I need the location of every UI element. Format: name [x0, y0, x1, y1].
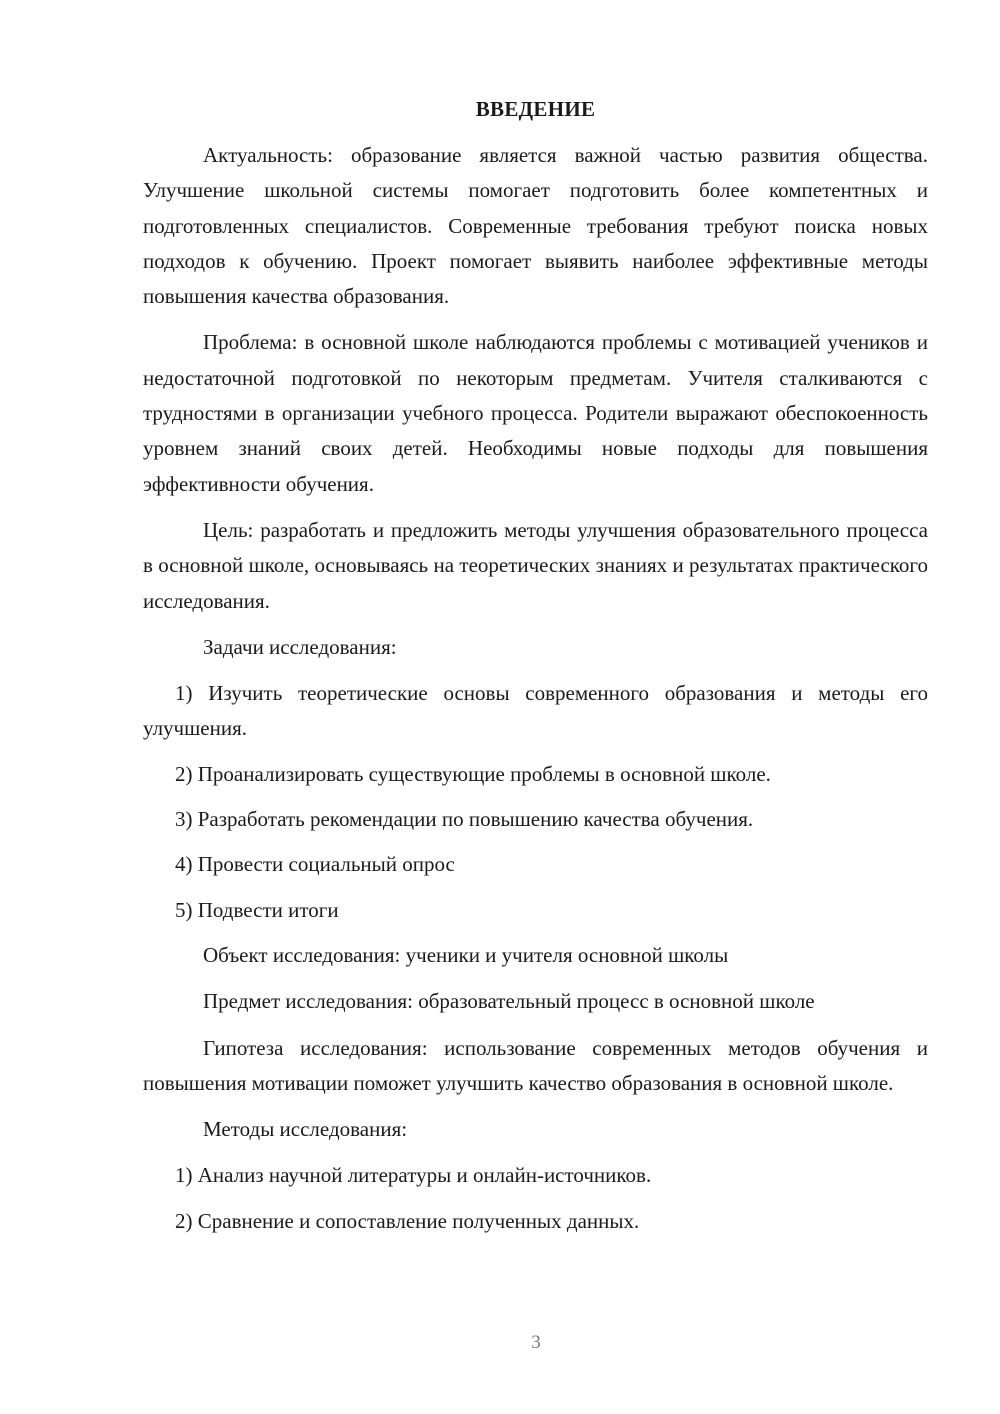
page-number: 3 — [531, 1332, 541, 1353]
task-item-3: 3) Разработать рекомендации по повышению качества обучения. — [175, 807, 754, 832]
task-item-5: 5) Подвести итоги — [175, 897, 339, 922]
document-title: ВВЕДЕНИЕ — [475, 97, 596, 121]
task-item-4: 4) Провести социальный опрос — [175, 852, 455, 877]
document-page — [143, 92, 928, 1249]
method-item-2: 2) Сравнение и сопоставление полученных данных. — [175, 1208, 640, 1233]
task-item-2: 2) Проанализировать существующие проблемы в основной школе. — [175, 761, 771, 786]
tasks-heading: Задачи исследования: — [203, 634, 397, 659]
paragraph-subject: Предмет исследования: образовательный процесс в основной школе — [203, 989, 815, 1014]
paragraph-hypothesis: Гипотеза исследования: использование современных методов обучения и повышения мотивации поможет улучшить качество образования в основной школе. — [143, 1035, 928, 1095]
paragraph-relevance: Актуальность: образование является важной частью развития общества. Улучшение школьной системы помогает подготовить более компетентных и подготовленных специалистов. Современные требования требуют поиска новых подходов к обучению. Проект помогает выявить наиболее эффективные методы повышения качества образования. — [143, 143, 928, 309]
paragraph-goal: Цель: разработать и предложить методы улучшения образовательного процесса в основной школе, основываясь на теоретических знаниях и результатах практического исследования. — [143, 517, 928, 613]
paragraph-object: Объект исследования: ученики и учителя основной школы — [203, 942, 729, 967]
method-item-1: 1) Анализ научной литературы и онлайн-источников. — [175, 1163, 652, 1188]
methods-heading: Методы исследования: — [203, 1117, 408, 1142]
task-item-1: 1) Изучить теоретические основы современного образования и методы его улучшения. — [143, 681, 928, 741]
paragraph-problem: Проблема: в основной школе наблюдаются проблемы с мотивацией учеников и недостаточной подготовкой по некоторым предметам. Учителя сталкиваются с трудностями в организации учебного процесса. Родители выражают обеспокоенность уровнем знаний своих детей. Необходимы новые подходы для повышения эффективности обучения. — [143, 330, 928, 496]
